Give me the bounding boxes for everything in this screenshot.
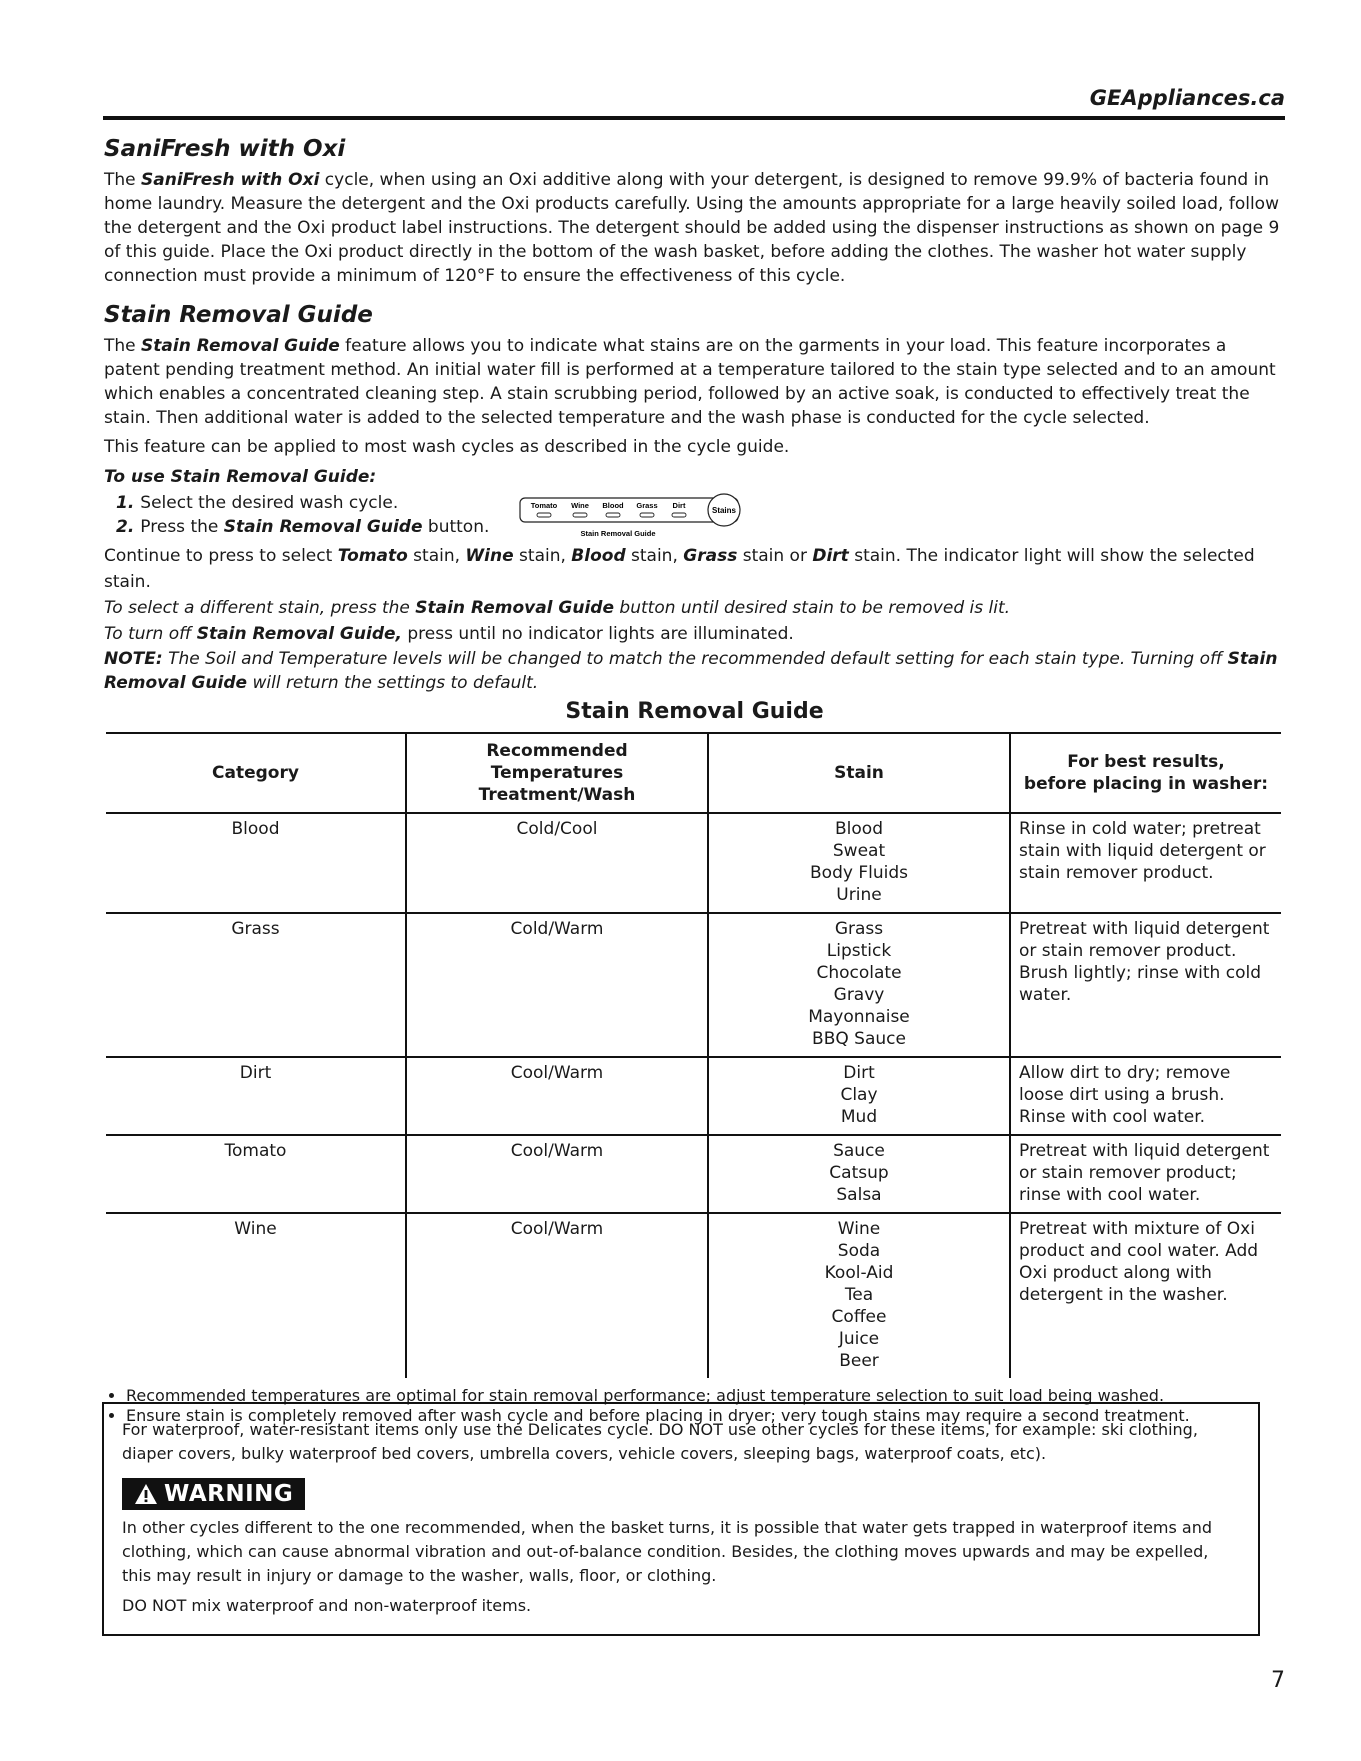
temperature-cell: Cool/Warm xyxy=(406,1057,708,1135)
table-row xyxy=(106,1057,1281,1135)
step-2 xyxy=(116,515,489,539)
indicator-light xyxy=(606,513,620,517)
category-cell: Wine xyxy=(234,1219,277,1239)
stain-item: Coffee xyxy=(831,1307,887,1327)
page-content xyxy=(104,136,1285,1442)
stain-item: Mud xyxy=(840,1107,878,1127)
stain-guide-applied: This feature can be applied to most wash cycles as described in the cycle guide. xyxy=(104,437,790,457)
advice-cell: Pretreat with mixture of Oxi product and cool water. Add Oxi product along with detergent in the washer. xyxy=(1010,1213,1281,1378)
stain-item: Chocolate xyxy=(816,963,902,983)
stain-name: Wine xyxy=(465,546,514,566)
category-cell: Blood xyxy=(106,813,406,913)
text: To select a different stain, press the xyxy=(104,598,416,618)
panel-label-blood: Blood xyxy=(602,501,624,510)
stain-item: Salsa xyxy=(836,1185,882,1205)
table-row xyxy=(106,1213,1281,1378)
category-cell: Tomato xyxy=(106,1135,406,1213)
feature-name: Stain Removal Guide xyxy=(415,598,615,618)
text: press until no indicator lights are illuminated. xyxy=(401,624,794,644)
panel-label-grass: Grass xyxy=(636,501,658,510)
control-panel-illustration xyxy=(514,492,784,540)
stains-cell xyxy=(708,1213,1010,1378)
stain-item: BBQ Sauce xyxy=(812,1029,906,1049)
header-line: Treatment/Wash xyxy=(478,785,636,805)
step-text: Press the xyxy=(140,517,224,537)
stain-name: Blood xyxy=(571,546,626,566)
indicator-light xyxy=(573,513,587,517)
stain-item: Sweat xyxy=(832,841,886,861)
panel-label-wine: Wine xyxy=(571,501,589,510)
table-header-row xyxy=(106,733,1281,813)
warning-box xyxy=(102,1402,1260,1636)
panel-label-tomato: Tomato xyxy=(530,501,558,510)
stain-item: Grass xyxy=(834,919,884,939)
note-label: NOTE: xyxy=(104,649,163,669)
stain-item: Mayonnaise xyxy=(808,1007,910,1027)
warning-triangle-icon xyxy=(134,1483,158,1505)
header-best-results xyxy=(1010,733,1281,813)
table-title: Stain Removal Guide xyxy=(565,699,824,724)
stain-item: Kool-Aid xyxy=(824,1263,894,1283)
category-cell: Grass xyxy=(106,913,406,1057)
stain-item: Lipstick xyxy=(826,941,892,961)
sanifresh-title: SaniFresh with Oxi xyxy=(104,136,346,162)
step-number: 2. xyxy=(116,517,135,537)
stain-guide-intro xyxy=(104,334,1285,430)
site-header: GEAppliances.ca xyxy=(1089,86,1285,110)
temperature-cell: Cool/Warm xyxy=(406,1135,708,1213)
header-line: For best results, xyxy=(1067,752,1225,772)
stain-guide-section xyxy=(104,302,1285,695)
advice-cell: Pretreat with liquid detergent or stain remover product. Brush lightly; rinse with cold water. xyxy=(1010,913,1281,1057)
steps xyxy=(104,491,1285,543)
indicator-light xyxy=(672,513,686,517)
text: stain, xyxy=(513,546,572,566)
text: will return the settings to default. xyxy=(247,673,539,693)
header-stain: Stain xyxy=(708,733,1010,813)
warning-body: In other cycles different to the one recommended, when the basket turns, it is possible that water gets trapped in waterproof items and clothing, which can cause abnormal vibration and out-of-balance condition. Besides, the clothing moves upwards and may be expelled, this may result in injury or damage to the washer, walls, floor, or clothing. xyxy=(122,1518,1213,1585)
table-row xyxy=(106,1135,1281,1213)
temperature-cell: Cool/Warm xyxy=(406,1213,708,1378)
stains-cell xyxy=(708,1135,1010,1213)
temperature-cell: Cold/Cool xyxy=(406,813,708,913)
warning-badge xyxy=(122,1478,305,1510)
warning-last-line: DO NOT mix waterproof and non-waterproof items. xyxy=(122,1596,532,1615)
cycle-name: SaniFresh with Oxi xyxy=(141,170,320,190)
header-line: Temperatures xyxy=(490,763,624,783)
category-cell: Dirt xyxy=(106,1057,406,1135)
text: To turn off xyxy=(104,624,197,644)
text: Continue to press to select xyxy=(104,546,338,566)
text: feature allows you to indicate what stains are on the garments in your load. This feature incorporates a patent pending treatment method. An initial water fill is performed at a temperature tailored to the stain type selected and to an amount which enables a concentrated cleaning step. A stain scrubbing period, followed by an active soak, is conducted to effectively treat the stain. Then additional water is added to the selected temperature and the wash phase is conducted for the cycle selected. xyxy=(104,336,1276,428)
header-rule xyxy=(103,116,1285,120)
text: stain, xyxy=(625,546,684,566)
text: stain or xyxy=(737,546,813,566)
panel-caption: Stain Removal Guide xyxy=(580,529,656,538)
stain-item: Beer xyxy=(839,1351,879,1371)
text: The xyxy=(104,170,142,190)
stain-item: Tea xyxy=(844,1285,874,1305)
advice-cell: Pretreat with liquid detergent or stain remover product; rinse with cool water. xyxy=(1010,1135,1281,1213)
sanifresh-paragraph xyxy=(104,168,1285,288)
warning-label: WARNING xyxy=(164,1481,294,1507)
table-row xyxy=(106,913,1281,1057)
text: stain, xyxy=(407,546,466,566)
howto-heading: To use Stain Removal Guide: xyxy=(104,467,377,487)
text: The xyxy=(104,336,142,356)
stain-name: Tomato xyxy=(337,546,408,566)
select-different-instruction xyxy=(104,595,1285,621)
stain-item: Sauce xyxy=(833,1141,885,1161)
instructions xyxy=(104,543,1285,695)
panel-label-dirt: Dirt xyxy=(672,501,686,510)
step-1 xyxy=(116,491,398,515)
stain-item: Clay xyxy=(840,1085,878,1105)
stains-cell xyxy=(708,813,1010,913)
feature-name: Stain Removal Guide xyxy=(104,649,1278,693)
advice-cell: Allow dirt to dry; remove loose dirt using a brush. Rinse with cool water. xyxy=(1010,1057,1281,1135)
feature-name: Stain Removal Guide xyxy=(223,517,423,537)
text: button until desired stain to be removed is lit. xyxy=(614,598,1011,618)
stains-cell xyxy=(708,913,1010,1057)
indicator-light xyxy=(537,513,551,517)
stain-item: Dirt xyxy=(843,1063,875,1083)
continue-instruction xyxy=(104,543,1285,595)
step-text: Select the desired wash cycle. xyxy=(140,493,399,513)
header-line: Recommended xyxy=(486,741,628,761)
waterproof-intro: For waterproof, water-resistant items only use the Delicates cycle. DO NOT use other cycles for these items, for example: ski clothing, diaper covers, bulky waterproof bed covers, umbrella covers, vehicle covers, sleeping bags, waterproof coats, etc). xyxy=(122,1420,1198,1463)
text: The Soil and Temperature levels will be changed to match the recommended default setting for each stain type. Turning off xyxy=(162,649,1228,669)
note xyxy=(104,647,1285,695)
temperature-cell: Cold/Warm xyxy=(406,913,708,1057)
header-category: Category xyxy=(106,733,406,813)
header-temperatures xyxy=(406,733,708,813)
stain-name: Grass xyxy=(683,546,738,566)
sanifresh-section xyxy=(104,136,1285,288)
stain-item: Urine xyxy=(836,885,882,905)
stain-item: Juice xyxy=(838,1329,880,1349)
turnoff-instruction xyxy=(104,621,1285,647)
step-number: 1. xyxy=(116,493,135,513)
feature-name: Stain Removal Guide, xyxy=(196,624,402,644)
stain-item: Gravy xyxy=(833,985,885,1005)
stain-item: Wine xyxy=(837,1219,881,1239)
advice-cell: Rinse in cold water; pretreat stain with liquid detergent or stain remover product. xyxy=(1010,813,1281,913)
indicator-light xyxy=(640,513,654,517)
stains-cell xyxy=(708,1057,1010,1135)
text: stain. The indicator light will show the selected stain. xyxy=(104,546,1255,592)
stain-guide-title: Stain Removal Guide xyxy=(104,302,373,328)
stain-item: Soda xyxy=(837,1241,881,1261)
stain-item: Blood xyxy=(835,819,883,839)
bullet-item: • Ensure stain is completely removed after wash cycle and before placing in dryer; very tough stains may require a second treatment. xyxy=(126,1406,1285,1426)
stain-removal-table xyxy=(106,732,1281,1378)
bullet-item: • Recommended temperatures are optimal for stain removal performance; adjust temperature selection to suit load being washed. xyxy=(126,1386,1285,1406)
text: cycle, when using an Oxi additive along with your detergent, is designed to remove 99.9% of bacteria found in home laundry. Measure the detergent and the Oxi products carefully. Using the amounts appropriate for a large heavily soiled load, follow the detergent and the Oxi product label instructions. The detergent should be added using the dispenser instructions as shown on page 9 of this guide. Place the Oxi product directly in the bottom of the wash basket, before adding the clothes. The washer hot water supply connection must provide a minimum of 120°F to ensure the effectiveness of this cycle. xyxy=(104,170,1280,286)
header-line: before placing in washer: xyxy=(1023,774,1269,794)
page-number: 7 xyxy=(1271,1668,1285,1693)
table-row xyxy=(106,813,1281,913)
feature-name: Stain Removal Guide xyxy=(141,336,340,356)
stain-name: Dirt xyxy=(812,546,849,566)
stain-item: Body Fluids xyxy=(810,863,908,883)
stain-item: Catsup xyxy=(829,1163,889,1183)
step-text: button. xyxy=(422,517,490,537)
stains-button-label: Stains xyxy=(711,506,737,515)
